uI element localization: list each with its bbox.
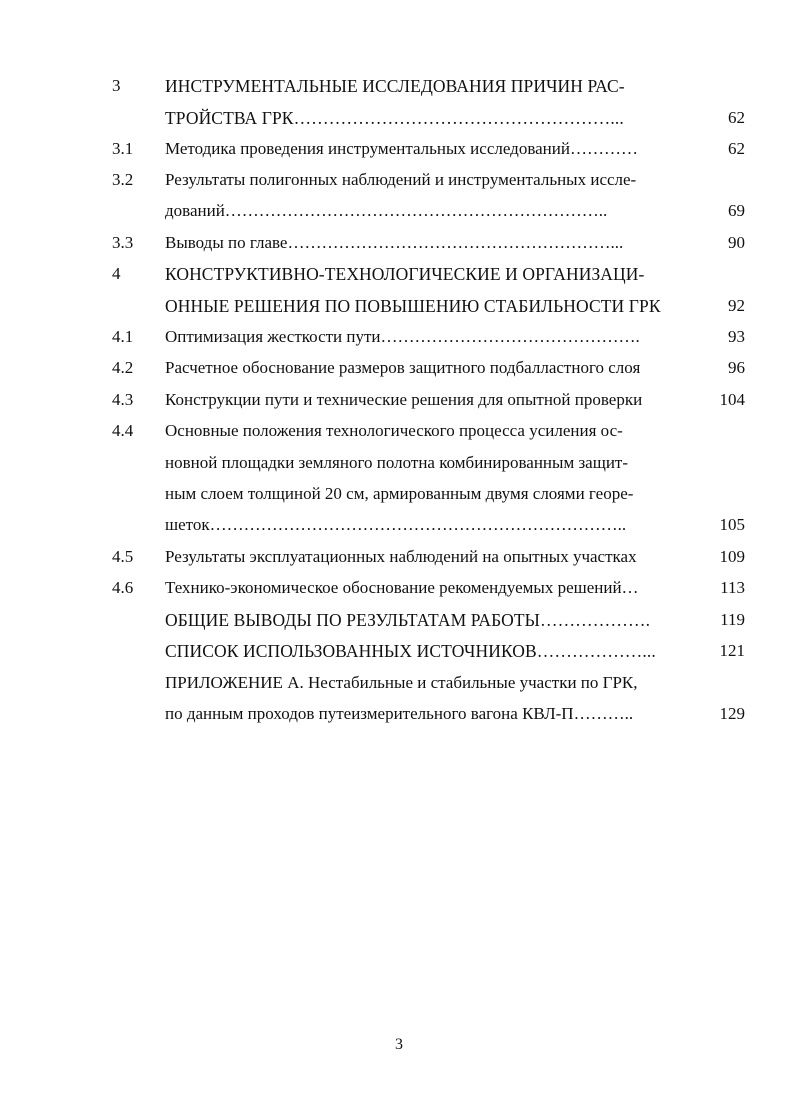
- page-ref: 90: [728, 233, 745, 252]
- page-ref: 104: [719, 390, 745, 409]
- section-title-line: Оптимизация жесткости пути……………………………………….: [165, 327, 640, 346]
- section-title-line: шеток………………………………………………………………..: [165, 515, 627, 534]
- section-title-line: новной площадки земляного полотна комбинированным защит-: [165, 453, 629, 472]
- page-ref: 69: [728, 201, 745, 220]
- section-title-line: ОННЫЕ РЕШЕНИЯ ПО ПОВЫШЕНИЮ СТАБИЛЬНОСТИ ГРК: [165, 296, 661, 316]
- section-title-line: ТРОЙСТВА ГРК………………………………………………...: [165, 108, 624, 128]
- section-title-line: Основные положения технологического процесса усиления ос-: [165, 421, 623, 440]
- section-number: 3.3: [112, 233, 134, 252]
- page-ref: 105: [719, 515, 745, 534]
- section-title-line: Методика проведения инструментальных исследований…………: [165, 139, 638, 158]
- page-ref: 119: [720, 610, 745, 629]
- section-number: 4: [112, 264, 121, 283]
- page-ref: 129: [719, 704, 745, 723]
- section-number: 4.6: [112, 578, 134, 597]
- page-ref: 62: [728, 108, 745, 127]
- page-ref: 113: [720, 578, 745, 597]
- section-number: 4.1: [112, 327, 134, 346]
- section-number: 3.2: [112, 170, 134, 189]
- page-number-footer: 3: [395, 1036, 403, 1053]
- section-title-line: ИНСТРУМЕНТАЛЬНЫЕ ИССЛЕДОВАНИЯ ПРИЧИН РАС-: [165, 76, 625, 96]
- section-title-line: по данным проходов путеизмерительного вагона КВЛ-П………..: [165, 704, 634, 723]
- section-title-line: КОНСТРУКТИВНО-ТЕХНОЛОГИЧЕСКИЕ И ОРГАНИЗАЦИ-: [165, 264, 645, 284]
- section-number: 4.2: [112, 358, 134, 377]
- section-title-line: СПИСОК ИСПОЛЬЗОВАННЫХ ИСТОЧНИКОВ………………...: [165, 641, 656, 661]
- section-title-line: Результаты эксплуатационных наблюдений на опытных участках: [165, 547, 637, 566]
- section-title-line: ОБЩИЕ ВЫВОДЫ ПО РЕЗУЛЬТАТАМ РАБОТЫ……………….: [165, 610, 651, 630]
- section-title-line: Выводы по главе…………………………………………………...: [165, 233, 624, 252]
- section-number: 3.1: [112, 139, 134, 158]
- page-ref: 121: [719, 641, 745, 660]
- section-title-line: Результаты полигонных наблюдений и инструментальных иссле-: [165, 170, 637, 189]
- section-number: 4.5: [112, 547, 134, 566]
- section-title-line: ПРИЛОЖЕНИЕ А. Нестабильные и стабильные участки по ГРК,: [165, 673, 638, 692]
- page-ref: 109: [719, 547, 745, 566]
- section-title-line: ным слоем толщиной 20 см, армированным двумя слоями георе-: [165, 484, 634, 503]
- page-ref: 96: [728, 358, 745, 377]
- section-number: 4.4: [112, 421, 134, 440]
- section-title-line: Технико-экономическое обоснование рекомендуемых решений…: [165, 578, 639, 597]
- section-title-line: Расчетное обоснование размеров защитного подбалластного слоя: [165, 358, 641, 377]
- page-ref: 92: [728, 296, 745, 315]
- section-number: 4.3: [112, 390, 134, 409]
- section-title-line: дований…………………………………………………………..: [165, 201, 608, 220]
- page-ref: 93: [728, 327, 745, 346]
- section-title-line: Конструкции пути и технические решения для опытной проверки: [165, 390, 643, 409]
- page-ref: 62: [728, 139, 745, 158]
- section-number: 3: [112, 76, 121, 95]
